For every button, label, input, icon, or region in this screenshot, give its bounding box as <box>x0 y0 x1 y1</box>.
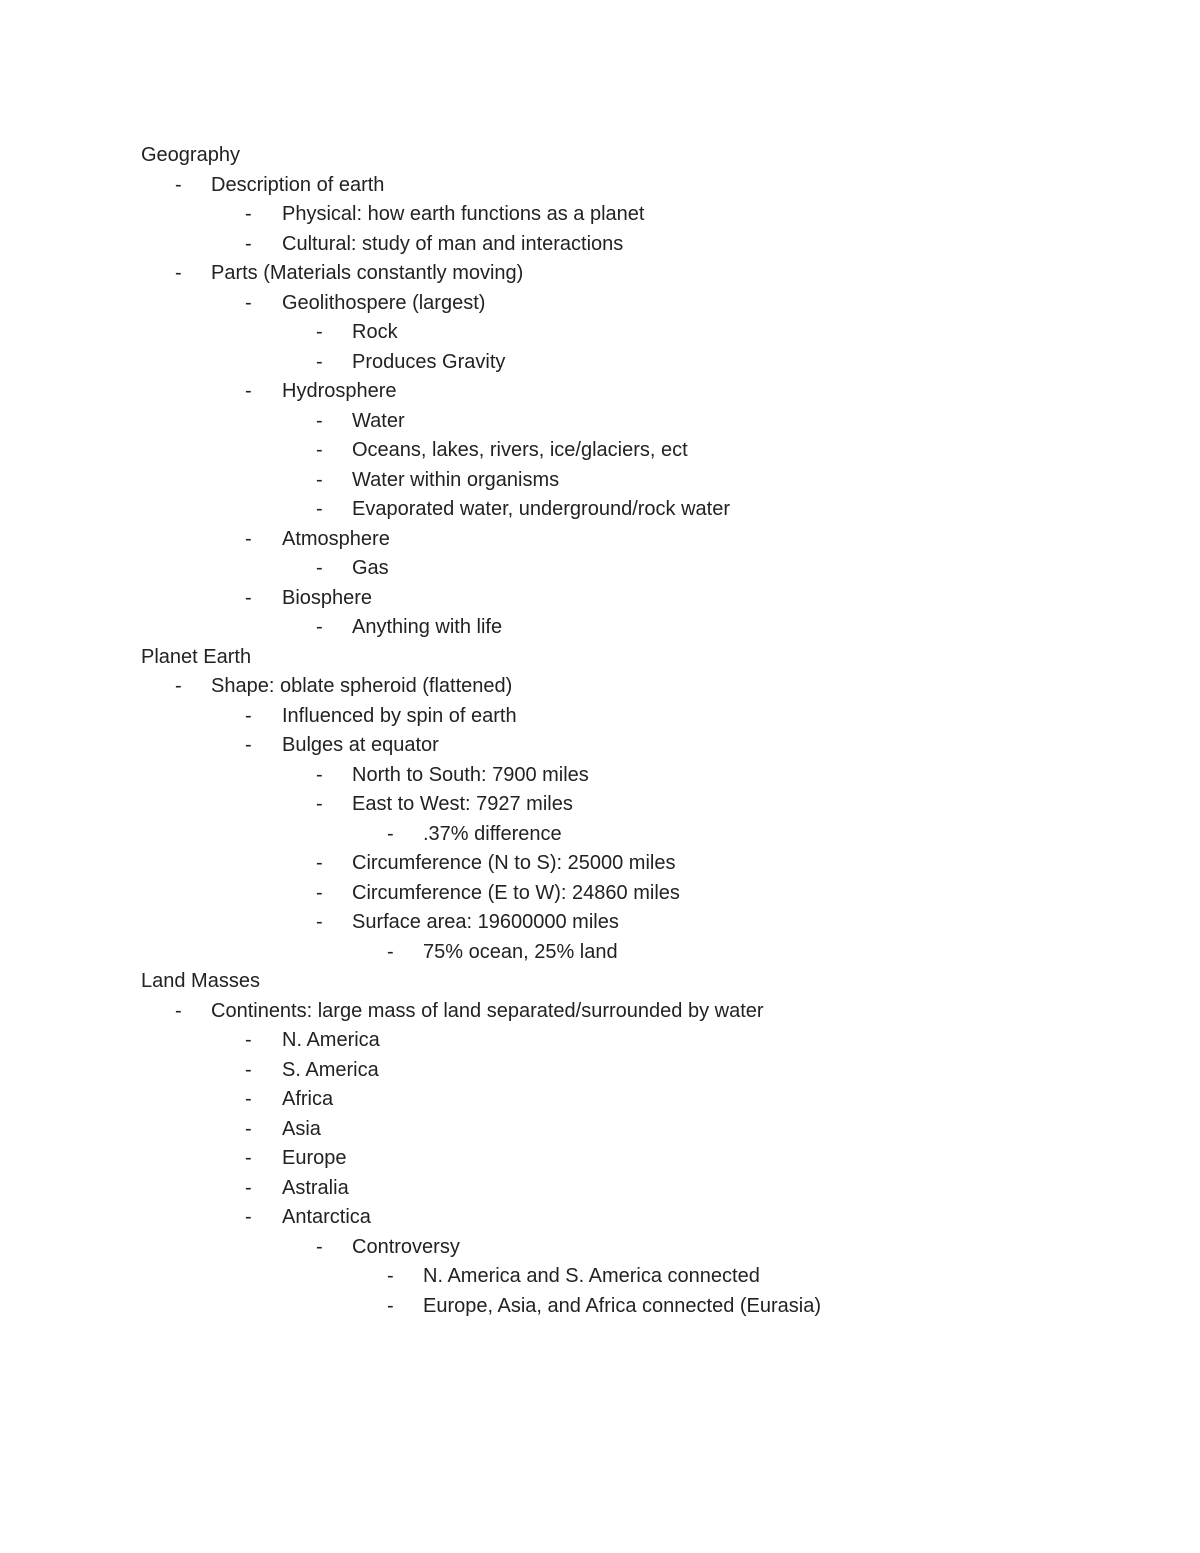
bullet-dash: - <box>245 203 252 225</box>
list-item <box>141 1262 1141 1292</box>
list-item-text: Surface area: 19600000 miles <box>352 911 619 933</box>
list-item-text: Geolithospere (largest) <box>282 291 486 314</box>
bullet-dash: - <box>316 350 323 373</box>
bullet-dash: - <box>316 763 323 786</box>
list-item <box>141 731 1141 761</box>
list-item-text: Biosphere <box>282 586 373 609</box>
list-item-text: North to South: 7900 miles <box>352 763 589 786</box>
bullet-dash: - <box>245 1147 252 1169</box>
list-item-text: Water <box>352 409 405 432</box>
bullet-dash: - <box>316 498 323 520</box>
list-item <box>141 1115 1141 1145</box>
bullet-dash: - <box>245 1117 252 1140</box>
list-item-text: Water within organisms <box>352 468 560 491</box>
bullet-dash: - <box>316 793 323 815</box>
list-item-text: Physical: how earth functions as a planet <box>282 203 645 225</box>
bullet-dash: - <box>175 173 182 196</box>
list-item <box>141 938 1141 968</box>
list-item-text: Asia <box>282 1117 321 1140</box>
list-item <box>141 466 1141 496</box>
section-heading <box>141 643 1141 673</box>
list-item <box>141 200 1141 230</box>
list-item-text: East to West: 7927 miles <box>352 793 573 815</box>
bullet-dash: - <box>245 527 252 550</box>
section-heading-text: Geography <box>141 144 240 166</box>
list-item <box>141 318 1141 348</box>
bullet-dash: - <box>387 1294 394 1317</box>
list-item <box>141 879 1141 909</box>
bullet-dash: - <box>245 1206 252 1228</box>
list-item-text: Rock <box>352 321 398 343</box>
list-item <box>141 761 1141 791</box>
bullet-dash: - <box>316 557 323 579</box>
bullet-dash: - <box>316 616 323 638</box>
list-item-text: N. America and S. America connected <box>423 1265 760 1287</box>
list-item-text: Circumference (E to W): 24860 miles <box>352 881 680 904</box>
list-item-text: Controversy <box>352 1235 460 1258</box>
list-item <box>141 436 1141 466</box>
list-item-text: Oceans, lakes, rivers, ice/glaciers, ect <box>352 439 688 461</box>
bullet-dash: - <box>316 439 323 461</box>
bullet-dash: - <box>245 380 252 402</box>
bullet-dash: - <box>245 1176 252 1199</box>
list-item <box>141 584 1141 614</box>
bullet-dash: - <box>387 822 394 845</box>
list-item <box>141 1056 1141 1086</box>
list-item-text: Evaporated water, underground/rock water <box>352 498 730 520</box>
list-item-text: Circumference (N to S): 25000 miles <box>352 852 676 874</box>
list-item <box>141 495 1141 525</box>
bullet-dash: - <box>316 468 323 491</box>
list-item-text: Antarctica <box>282 1206 371 1228</box>
list-item <box>141 348 1141 378</box>
bullet-dash: - <box>175 675 182 697</box>
list-item <box>141 1174 1141 1204</box>
list-item-text: Produces Gravity <box>352 350 506 373</box>
list-item <box>141 525 1141 555</box>
bullet-dash: - <box>245 1058 252 1081</box>
list-item-text: Europe <box>282 1147 347 1169</box>
list-item-text: Continents: large mass of land separated/surrounded by water <box>211 999 764 1022</box>
list-item <box>141 1026 1141 1056</box>
list-item <box>141 171 1141 201</box>
bullet-dash: - <box>316 881 323 904</box>
list-item <box>141 1144 1141 1174</box>
bullet-dash: - <box>316 1235 323 1258</box>
bullet-dash: - <box>387 1265 394 1287</box>
list-item <box>141 997 1141 1027</box>
bullet-dash: - <box>175 999 182 1022</box>
bullet-dash: - <box>175 262 182 284</box>
list-item-text: Hydrosphere <box>282 380 397 402</box>
bullet-dash: - <box>316 852 323 874</box>
list-item <box>141 672 1141 702</box>
list-item <box>141 1203 1141 1233</box>
bullet-dash: - <box>245 704 252 727</box>
list-item-text: Description of earth <box>211 173 385 196</box>
bullet-dash: - <box>245 1088 252 1110</box>
section-heading-text: Planet Earth <box>141 645 252 668</box>
list-item <box>141 908 1141 938</box>
list-item-text: Influenced by spin of earth <box>282 704 517 727</box>
list-item <box>141 259 1141 289</box>
bullet-dash: - <box>387 940 394 963</box>
section-heading <box>141 967 1141 997</box>
list-item-text: Europe, Asia, and Africa connected (Eurasia) <box>423 1294 822 1317</box>
list-item-text: Africa <box>282 1088 334 1110</box>
list-item-text: Shape: oblate spheroid (flattened) <box>211 675 513 697</box>
bullet-dash: - <box>316 409 323 432</box>
list-item <box>141 407 1141 437</box>
list-item <box>141 1292 1141 1322</box>
bullet-dash: - <box>245 1029 252 1051</box>
list-item <box>141 377 1141 407</box>
list-item-text: Astralia <box>282 1176 349 1199</box>
list-item <box>141 1233 1141 1263</box>
bullet-dash: - <box>245 734 252 756</box>
bullet-dash: - <box>245 586 252 609</box>
list-item <box>141 820 1141 850</box>
section-heading <box>141 141 1141 171</box>
list-item <box>141 849 1141 879</box>
list-item <box>141 289 1141 319</box>
list-item-text: S. America <box>282 1058 379 1081</box>
notes-outline <box>141 141 1141 1321</box>
list-item-text: 75% ocean, 25% land <box>423 940 618 963</box>
list-item-text: Cultural: study of man and interactions <box>282 232 624 255</box>
list-item <box>141 613 1141 643</box>
list-item-text: Gas <box>352 557 389 579</box>
bullet-dash: - <box>245 232 252 255</box>
section-heading-text: Land Masses <box>141 970 260 992</box>
list-item-text: .37% difference <box>423 822 562 845</box>
list-item-text: Parts (Materials constantly moving) <box>211 262 524 284</box>
bullet-dash: - <box>316 321 323 343</box>
list-item <box>141 230 1141 260</box>
list-item-text: Anything with life <box>352 616 503 638</box>
list-item-text: Bulges at equator <box>282 734 439 756</box>
list-item-text: N. America <box>282 1029 380 1051</box>
list-item <box>141 554 1141 584</box>
bullet-dash: - <box>245 291 252 314</box>
bullet-dash: - <box>316 911 323 933</box>
list-item-text: Atmosphere <box>282 527 390 550</box>
list-item <box>141 702 1141 732</box>
list-item <box>141 790 1141 820</box>
list-item <box>141 1085 1141 1115</box>
